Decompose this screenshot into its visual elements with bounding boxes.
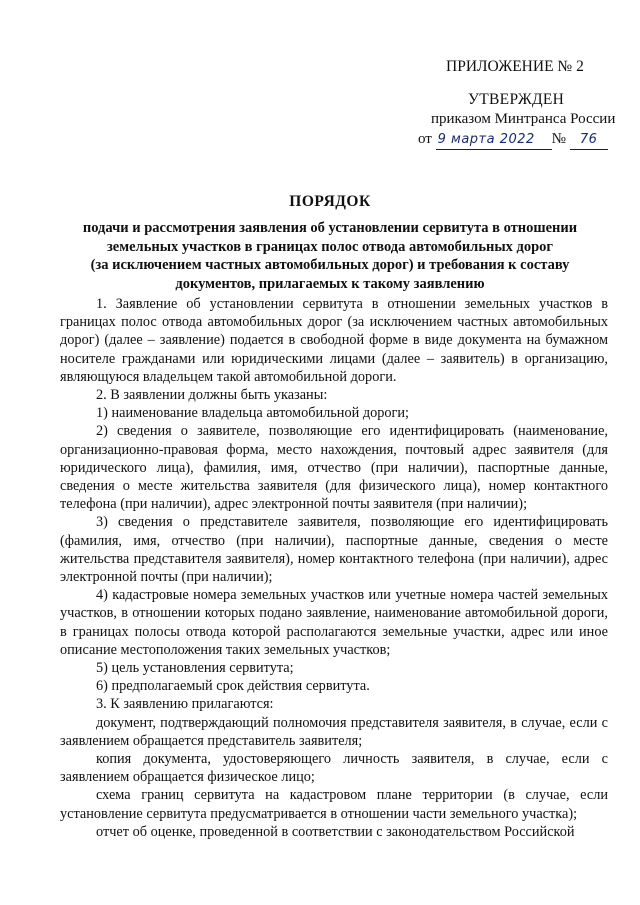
order-reference: приказом Минтранса России <box>431 111 616 127</box>
document-body <box>60 295 608 841</box>
paragraph: 4) кадастровые номера земельных участков или учетные номера частей земельных участков, в отношении которых подано заявление, наименование автомобильной дороги, в границах полосы отвода которой располагаются земельные участки, адрес или иное описание местоположения таких земельных участков; <box>60 587 608 658</box>
appendix-number: ПРИЛОЖЕНИЕ № 2 <box>446 58 584 75</box>
paragraph: 5) цель установления сервитута; <box>96 660 294 677</box>
ot-prefix: от <box>418 131 432 147</box>
paragraph: схема границ сервитута на кадастровом плане территории (в случае, если установление сервитута предусматривается в отношении части земельного участка); <box>60 787 608 822</box>
approval-header <box>418 58 618 150</box>
subtitle-line: (за исключением частных автомобильных дорог) и требования к составу <box>90 257 570 273</box>
paragraph: 1. Заявление об установлении сервитута в отношении земельных участков в границах полос отвода автомобильных дорог (за исключением частных автомобильных дорог) (далее – заявление) подается в свободной форме в виде документа на бумажном носителе гражданами или юридическими лицами (далее – заявитель) в организацию, являющуюся владельцем такой автомобильной дороги. <box>60 296 608 385</box>
paragraph: 3. К заявлению прилагаются: <box>96 696 274 713</box>
number-sign: № <box>551 131 566 147</box>
order-date-line <box>418 130 618 150</box>
paragraph: 3) сведения о представителе заявителя, позволяющие его идентифицировать (фамилия, имя, отчество (при наличии), паспортные данные, сведения о месте жительства представителя заявителя), номер контактного телефона (при наличии), адрес электронной почты (при наличии); <box>60 514 608 586</box>
paragraph: отчет об оценке, проведенной в соответствии с законодательством Российской <box>96 823 575 840</box>
document-subtitle <box>60 219 600 293</box>
paragraph: копия документа, удостоверяющего личность заявителя, в случае, если с заявлением обращается физическое лицо; <box>60 751 608 786</box>
subtitle-line: земельных участков в границах полос отвода автомобильных дорог <box>106 238 554 255</box>
paragraph: 6) предполагаемый срок действия сервитута. <box>96 678 370 695</box>
paragraph: документ, подтверждающий полномочия представителя заявителя, в случае, если с заявлением обращается представитель заявителя; <box>60 714 608 749</box>
approved-label: УТВЕРЖДЕН <box>468 91 565 108</box>
subtitle-line: подачи и рассмотрения заявления об установлении сервитута в отношении <box>82 220 578 236</box>
paragraph: 2) сведения о заявителе, позволяющие его идентифицировать (наименование, организационно-правовая форма, место нахождения, почтовый адрес заявителя (для юридического лица), фамилия, имя, отчество (при наличии), паспортные данные, сведения о месте жительства заявителя (для физического лица), номер контактного телефона (при наличии), адрес электронной почты заявителя (при наличии); <box>60 423 608 513</box>
paragraph: 2. В заявлении должны быть указаны: <box>96 387 328 404</box>
subtitle-line: документов, прилагаемых к такому заявлению <box>175 275 485 292</box>
document-title-block <box>60 193 600 293</box>
paragraph: 1) наименование владельца автомобильной дороги; <box>96 405 410 422</box>
handwritten-date: 9 марта 2022 <box>436 131 552 150</box>
document-title: ПОРЯДОК <box>289 193 371 210</box>
handwritten-number: 76 <box>570 131 608 150</box>
